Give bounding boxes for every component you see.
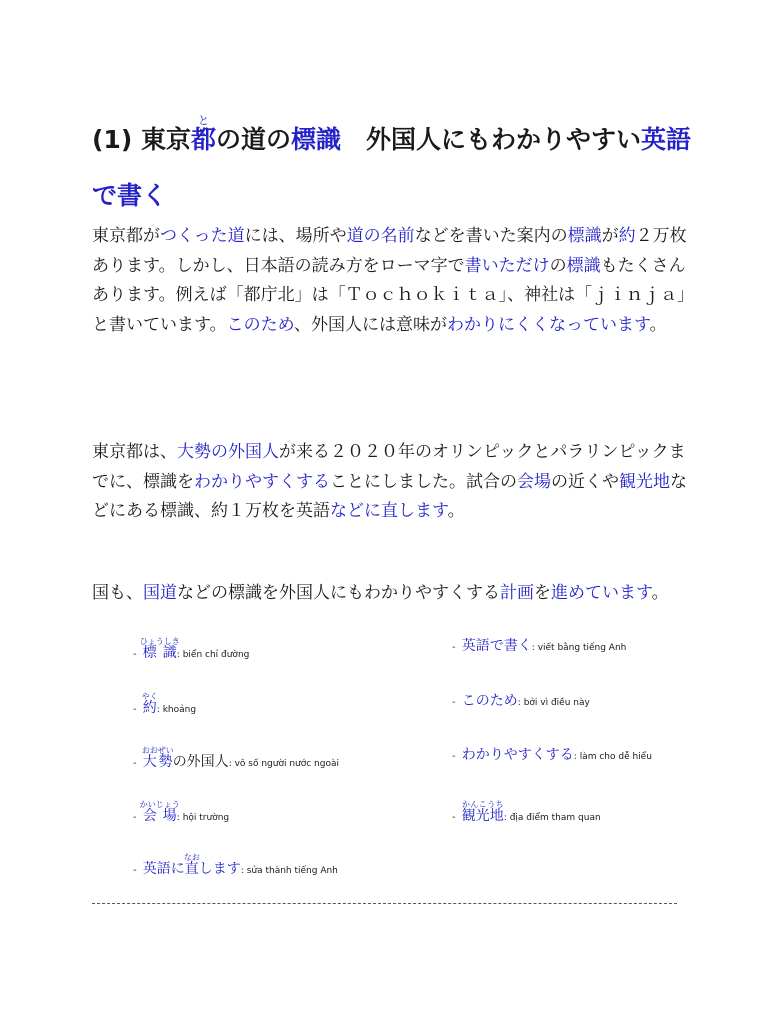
vocab-term: 観光地かんこうち [461, 800, 504, 824]
vocab-dash: - [133, 704, 140, 715]
vocab-meaning: : địa điểm tham quan [503, 813, 601, 823]
p2-keyword: 観光地 [619, 471, 670, 492]
vocab-item [452, 746, 752, 766]
vocab-term-kanji: 直なお [183, 853, 200, 877]
p2-keyword: などに直します [330, 501, 448, 521]
p1-text: 。 [649, 314, 667, 335]
p3-text: などの標識を外国人にもわかりやすくする [177, 583, 500, 603]
vocab-term-rest: の外国人 [172, 754, 229, 770]
vocab-item [133, 637, 433, 664]
vocab-reading: ひょうしき [139, 637, 180, 646]
vocab-meaning: : làm cho dễ hiểu [573, 752, 652, 762]
p2-text: 。 [447, 501, 465, 521]
vocab-dash: - [452, 642, 459, 653]
p2-keyword: 会場 [517, 471, 551, 492]
vocab-dash: - [452, 812, 459, 823]
p1-keyword: わかりにくくなっています [446, 314, 650, 335]
paragraph-1 [92, 222, 692, 340]
vocab-item [133, 692, 433, 719]
p1-keyword: 道の名前 [346, 226, 415, 246]
vocab-meaning: : khoảng [156, 705, 197, 715]
p1-text: もたくさんあります。例えば「都庁北」は「Ｔｏｃｈｏｋｉｔａ」、神社は「ｊｉｎｊａ」と書いています。 [92, 255, 686, 335]
p1-text: の [549, 255, 567, 276]
p2-keyword: わかりやすくする [194, 471, 330, 492]
vocab-meaning: : hội trường [176, 813, 230, 823]
vocab-meaning: : biển chỉ đường [176, 650, 250, 660]
p1-keyword: つくった道 [160, 226, 245, 246]
title-keyword-sign: 標識 [291, 125, 342, 154]
p3-text: 国も、 [92, 583, 143, 603]
title-number: (1) [92, 125, 141, 154]
vocab-dash: - [452, 697, 459, 708]
vocab-term: 大勢おおぜい [141, 746, 174, 770]
vocab-term: 英語で書く [461, 638, 532, 654]
vocab-item [133, 746, 433, 773]
vocab-dash: - [452, 751, 459, 762]
title-text-3: 外国人にもわかりやすい [341, 125, 642, 154]
p3-text: 。 [651, 583, 669, 603]
p3-text: を [534, 583, 551, 603]
p1-text: などを書いた案内の [414, 226, 568, 246]
p2-text: ことにしました。試合の [330, 471, 517, 492]
p1-keyword: このため [226, 314, 294, 335]
p1-keyword: 標識 [566, 255, 601, 276]
article-title [92, 112, 692, 224]
p1-keyword: 約 [618, 226, 636, 246]
vocab-dash: - [133, 812, 140, 823]
vocab-meaning: : vô số người nước ngoài [228, 759, 339, 769]
vocab-meaning: : sửa thành tiếng Anh [240, 866, 338, 876]
vocab-term: 約やく [141, 692, 158, 716]
vocab-reading: なお [183, 853, 200, 862]
vocab-dash: - [133, 649, 140, 660]
vocab-term: 会場かいじょう [139, 800, 180, 824]
vocab-term: このため [461, 693, 518, 709]
p1-text: が [601, 226, 619, 246]
p1-text: ２万枚あります。しかし、日本語の読み方をローマ字で [92, 226, 687, 276]
p2-text: などにある標識、約１万枚を英語 [92, 471, 687, 521]
p1-text: には、場所や [244, 226, 347, 246]
vocab-term: わかりやすくする [461, 747, 574, 763]
vocab-dash: - [133, 758, 140, 769]
title-ruby-reading: と [190, 114, 216, 127]
dashed-divider [92, 903, 677, 904]
vocab-item [133, 853, 433, 880]
p2-text: 東京都は、 [92, 442, 177, 462]
title-keyword-english: 英語で書く [92, 125, 692, 210]
vocab-dash: - [133, 865, 140, 876]
p2-keyword: 大勢の外国人 [177, 442, 279, 462]
title-ruby-word: 都と [190, 114, 216, 154]
paragraph-2 [92, 438, 692, 527]
vocab-item [133, 800, 433, 827]
title-text-1: 東京 [140, 125, 191, 154]
vocab-reading: かいじょう [139, 800, 180, 809]
vocab-meaning: : bởi vì điều này [517, 698, 590, 708]
p3-keyword: 国道 [143, 583, 177, 603]
p1-text: 東京都が [92, 226, 160, 246]
vocab-term-rest: します [198, 861, 241, 877]
vocab-meaning: : viết bằng tiếng Anh [531, 643, 627, 653]
vocab-term: 英語に [142, 861, 185, 877]
p1-keyword: 書いただけ [464, 255, 550, 276]
vocab-reading: かんこうち [461, 800, 504, 809]
paragraph-3 [92, 579, 692, 609]
p2-text: が来る２０２０年のオリンピックとパラリンピックまでに、標識を [92, 442, 686, 492]
vocab-item [452, 692, 752, 712]
vocab-item [452, 637, 752, 657]
p3-keyword: 進めています [551, 583, 652, 603]
p2-text: の近くや [551, 471, 619, 492]
vocab-item [452, 800, 752, 827]
p1-keyword: 標識 [567, 226, 602, 246]
title-text-2: の道の [215, 125, 291, 154]
p3-keyword: 計画 [500, 583, 534, 603]
vocab-term: 標識ひょうしき [139, 637, 180, 661]
p1-text: 、外国人には意味が [293, 314, 447, 335]
vocab-reading: やく [141, 692, 158, 701]
vocab-reading: おおぜい [141, 746, 174, 755]
